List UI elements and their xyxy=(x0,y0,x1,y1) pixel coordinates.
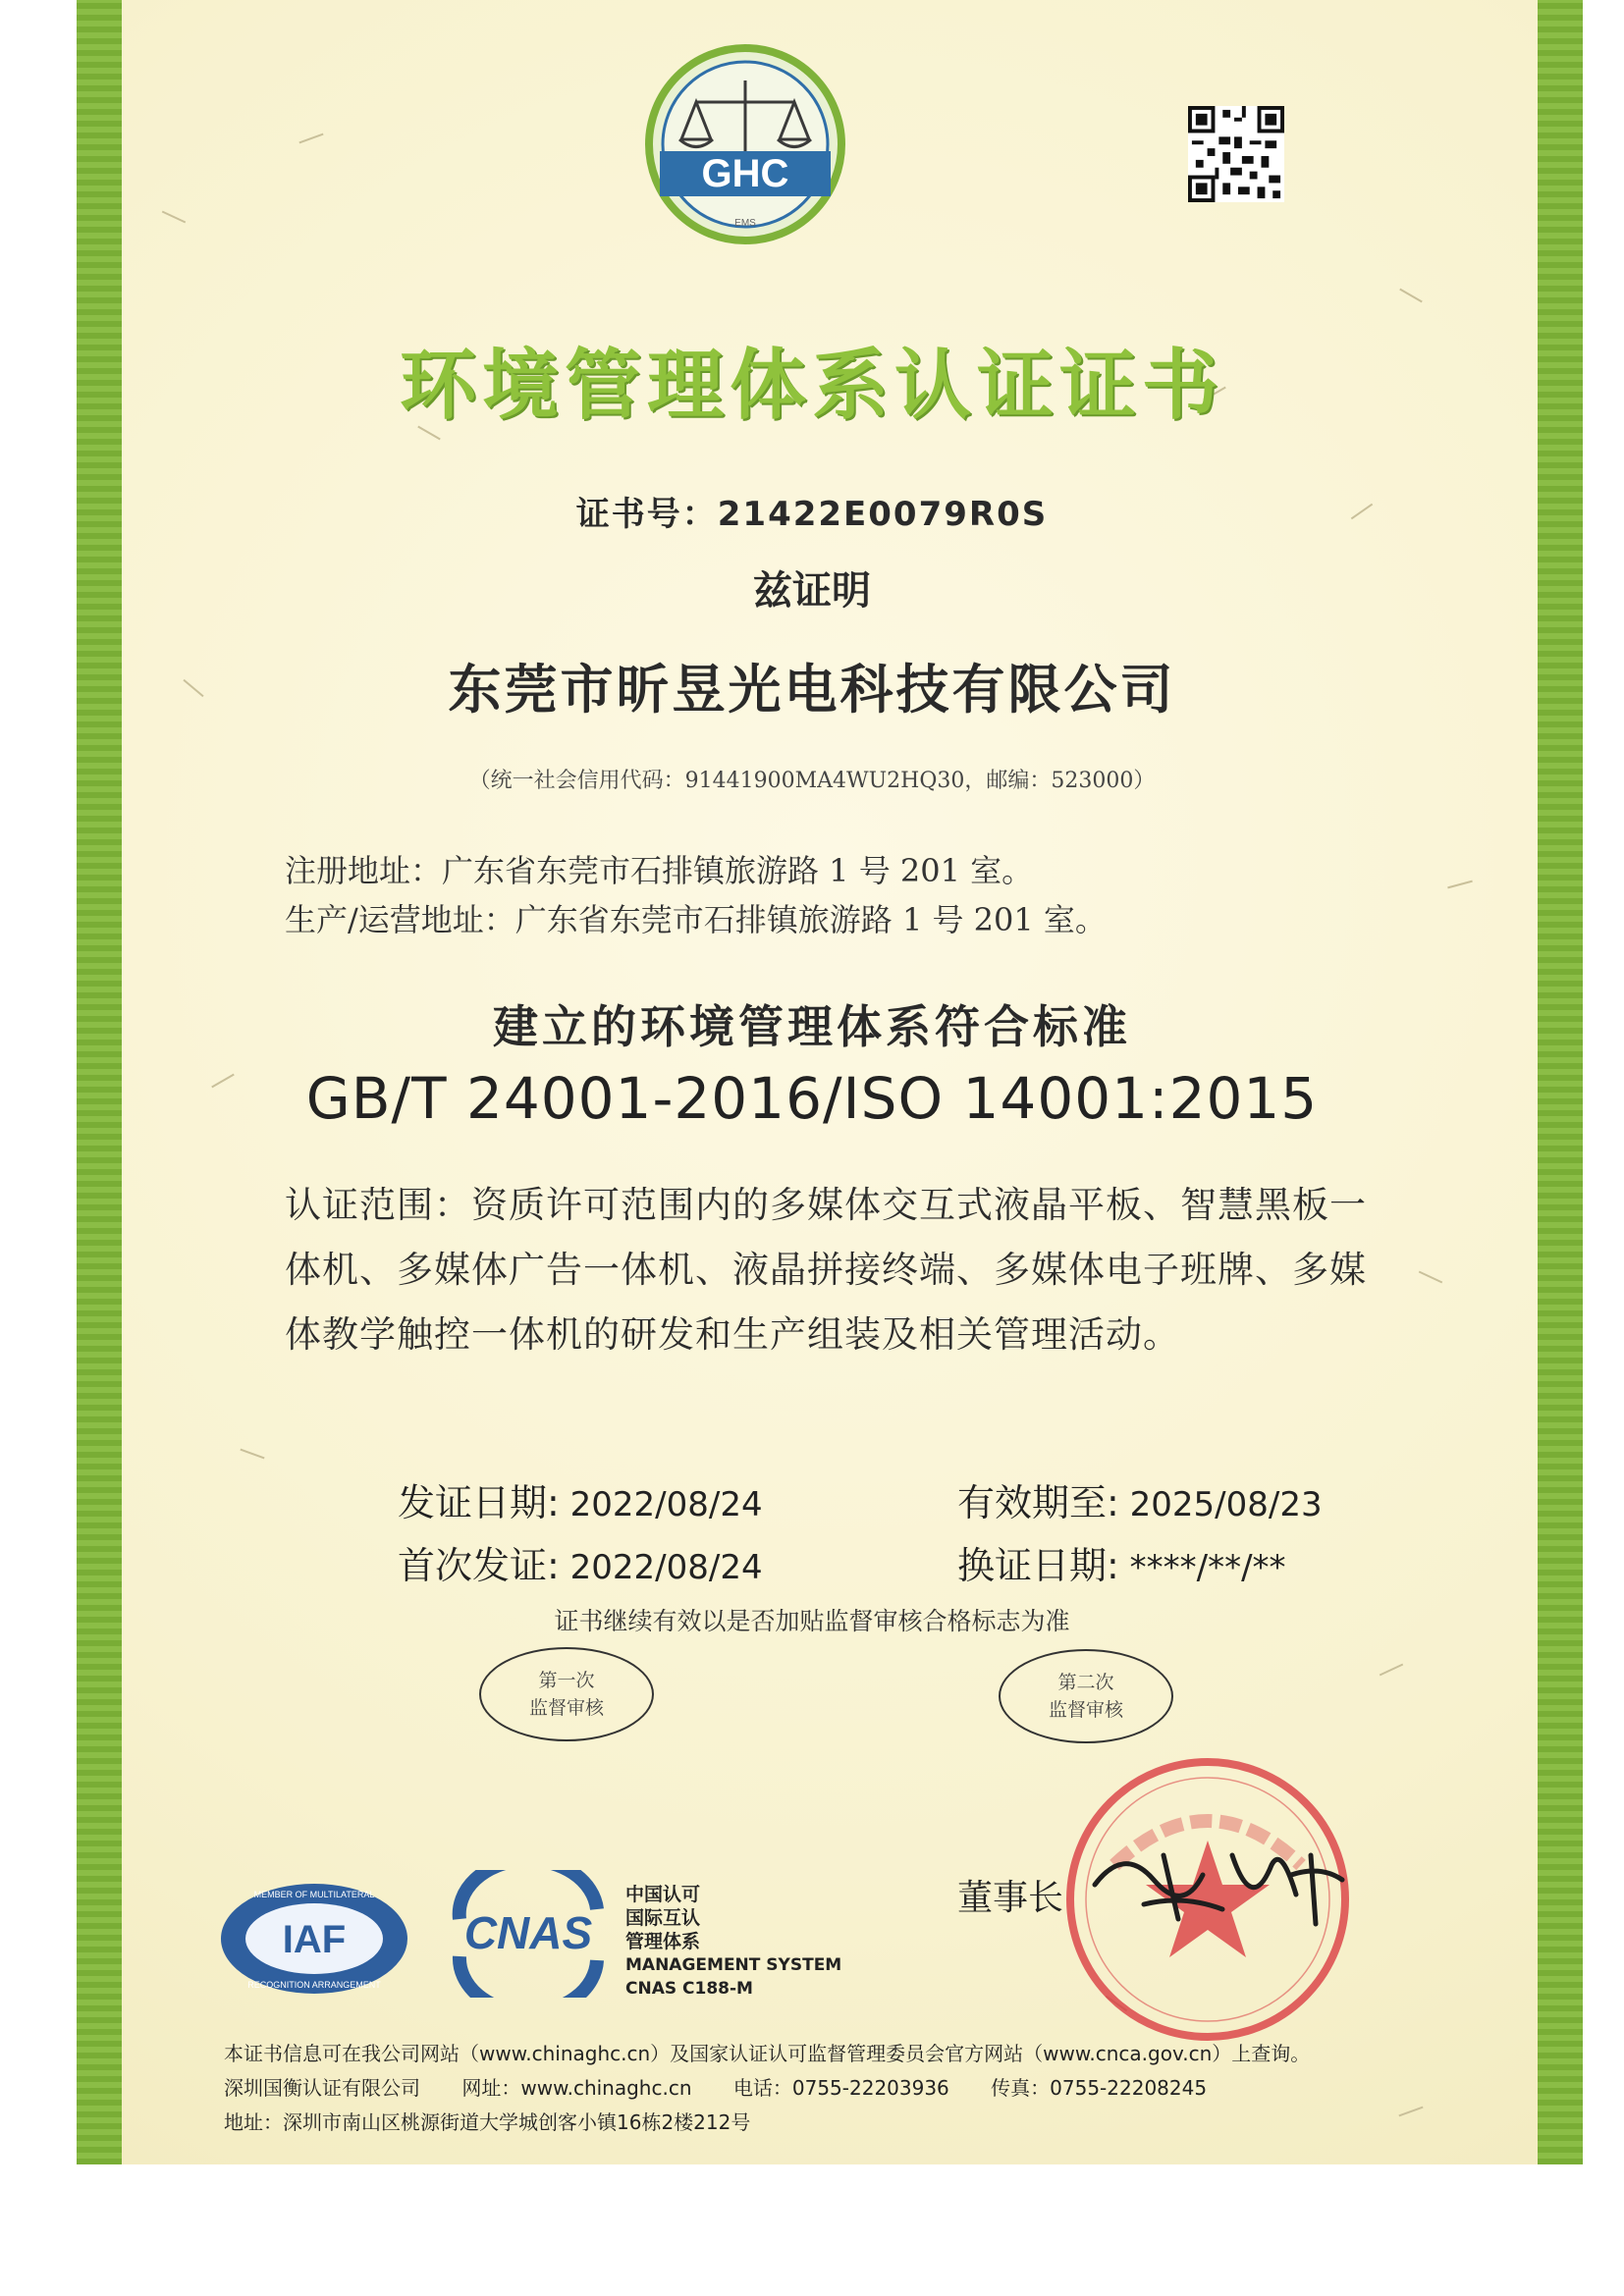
second-audit-stamp-area xyxy=(999,1649,1173,1743)
ghc-logo-text: GHC xyxy=(701,152,789,195)
first-audit-line2: 监督审核 xyxy=(528,1697,604,1719)
certificate-title: 环境管理体系认证证书 xyxy=(399,342,1224,430)
certificate-number: 证书号：21422E0079R0S xyxy=(575,495,1049,534)
iaf-logo xyxy=(216,1880,412,1998)
iaf-ring-top: MEMBER OF MULTILATERAL xyxy=(253,1890,375,1899)
standard-intro: 建立的环境管理体系符合标准 xyxy=(493,1000,1131,1053)
renewal-date-value: ****/**/** xyxy=(1129,1548,1286,1587)
validity-note: 证书继续有效以是否加贴监督审核合格标志为准 xyxy=(554,1607,1070,1635)
first-issue-value: 2022/08/24 xyxy=(569,1548,763,1587)
second-audit-line1: 第二次 xyxy=(1057,1672,1114,1693)
issue-date-label: 发证日期: xyxy=(398,1481,560,1524)
credit-code: （统一社会信用代码：91441900MA4WU2HQ30，邮编：523000） xyxy=(468,769,1156,793)
cnas-logo-text: CNAS xyxy=(463,1907,593,1958)
footer-contact xyxy=(224,2072,1242,2101)
registered-address: 注册地址：广东省东莞市石排镇旅游路 1 号 201 室。 xyxy=(285,852,1034,889)
ghc-logo xyxy=(642,41,848,247)
chairman-label: 董事长 xyxy=(957,1878,1064,1918)
issue-date xyxy=(398,1472,763,1526)
cnas-line4: MANAGEMENT SYSTEM xyxy=(625,1955,842,1975)
qr-code-icon xyxy=(1188,106,1284,202)
cnas-line2: 国际互认 xyxy=(625,1907,701,1929)
valid-until-label: 有效期至: xyxy=(957,1481,1119,1524)
valid-until-value: 2025/08/23 xyxy=(1129,1485,1323,1524)
hereby-certify: 兹证明 xyxy=(753,568,871,614)
cnas-line3: 管理体系 xyxy=(625,1931,701,1952)
first-audit-stamp-area xyxy=(479,1647,654,1741)
standard-code: GB/T 24001-2016/ISO 14001:2015 xyxy=(305,1065,1319,1132)
footer-phone: 电话：0755-22203936 xyxy=(732,2076,949,2100)
footer-website: 网址：www.chinaghc.cn xyxy=(461,2076,692,2100)
ghc-logo-sub: EMS xyxy=(734,218,756,229)
first-issue-label: 首次发证: xyxy=(398,1544,560,1587)
cnas-logo xyxy=(440,1870,617,1998)
chairman-signature xyxy=(1085,1826,1350,1934)
second-audit-line2: 监督审核 xyxy=(1048,1699,1123,1721)
certification-scope: 认证范围：资质许可范围内的多媒体交互式液晶平板、智慧黑板一体机、多媒体广告一体机、液晶拼接终端、多媒体电子班牌、多媒体教学触控一体机的研发和生产组装及相关管理活动。 xyxy=(285,1184,1367,1356)
footer-fax: 传真：0755-22208245 xyxy=(991,2076,1208,2100)
first-audit-line1: 第一次 xyxy=(538,1670,595,1691)
renewal-date-label: 换证日期: xyxy=(957,1544,1119,1587)
footer-company: 深圳国衡认证有限公司 xyxy=(224,2076,420,2100)
cnas-line1: 中国认可 xyxy=(625,1884,701,1905)
cnas-line5: CNAS C188-M xyxy=(625,1979,753,1999)
issue-date-value: 2022/08/24 xyxy=(569,1485,763,1524)
valid-until xyxy=(957,1472,1323,1526)
first-issue-date xyxy=(398,1535,763,1589)
cnas-description xyxy=(625,1883,841,2001)
iaf-logo-text: IAF xyxy=(282,1918,347,1961)
footer-query-note: 本证书信息可在我公司网站（www.chinaghc.cn）及国家认证认可监督管理委员会官方网站（www.cnca.gov.cn）上查询。 xyxy=(224,2042,1311,2065)
footer-address: 地址：深圳市南山区桃源街道大学城创客小镇16栋2楼212号 xyxy=(224,2110,751,2134)
renewal-date xyxy=(957,1535,1286,1589)
iaf-ring-bottom: RECOGNITION ARRANGEMENT xyxy=(247,1980,381,1990)
company-name: 东莞市昕昱光电科技有限公司 xyxy=(448,659,1176,721)
production-address: 生产/运营地址：广东省东莞市石排镇旅游路 1 号 201 室。 xyxy=(285,901,1107,938)
